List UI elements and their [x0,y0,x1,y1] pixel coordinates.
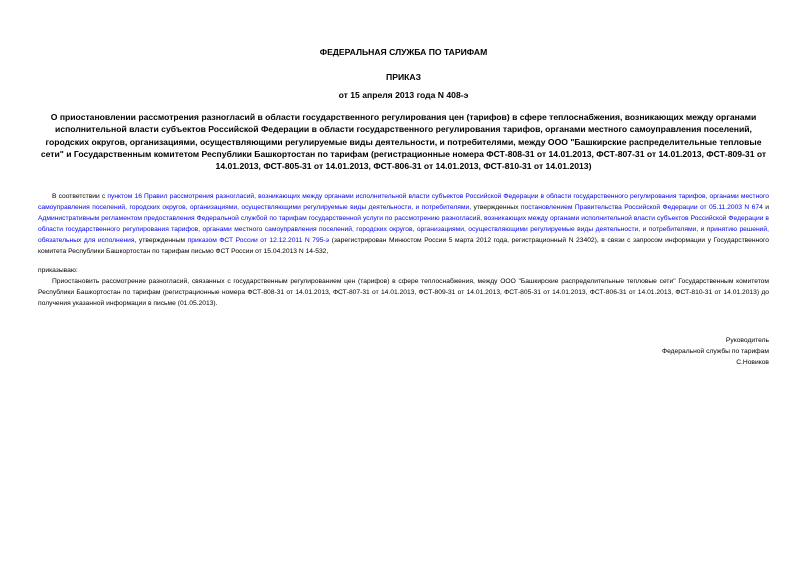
preamble-text-5: (зарегистрирован Минюстом России 5 марта 2012 года, регистрационный N 23402), в связи с запросом информации у Государственного комитета Республики Башкортостан по тарифам письмо ФСТ России от 15.04.2013 N 14-532, [38,237,769,256]
admin-regulation-link[interactable]: Административным регламентом предоставления Федеральной службой по тарифам государственной услуги по рассмотрению разногласий, возникающих между органами исполнительной власти субъектов Российской Федерации в области государственного регулирования тарифов, органами местного самоуправления поселений, городских округов, организациями, осуществляющими регулируемые виды деятельности, и потребителями, и принятию решений, обязательных для исполнения [38,215,769,245]
document-subject: О приостановлении рассмотрения разногласий в области государственного регулирования цен (тарифов) в сфере теплоснабжения, возникающих между органами исполнительной власти субъектов Российской Федерации в области государственного регулирования тарифов, органами местного самоуправления поселений, городских округов, организациями, осуществляющими регулируемые виды деятельности, и потребителями, между ООО "Башкирские распределительные тепловые сети" и Государственным комитетом Республики Башкортостан по тарифам (регистрационные номера ФСТ-808-31 от 14.01.2013, ФСТ-807-31 от 14.01.2013, ФСТ-809-31 от 14.01.2013, ФСТ-805-31 от 14.01.2013, ФСТ-806-31 от 14.01.2013, ФСТ-810-31 от 14.01.2013) [40,112,767,172]
preamble-text-4: , утвержденным [134,237,188,245]
preamble-paragraph [38,191,769,258]
preamble-text-3: и [762,204,770,212]
document-type: ПРИКАЗ [386,72,421,82]
signature-organization: Федеральной службы по тарифам [662,348,769,355]
signature-name: С.Новиков [736,359,769,366]
operative-paragraph: Приостановить рассмотрение разногласий, связанных с государственным регулированием цен (тарифов) в сфере теплоснабжения, между ООО "Башкирские распределительные тепловые сети" Государственным комитетом Республики Башкортостан по тарифам (регистрационные номера ФСТ-808-31 от 14.01.2013, ФСТ-807-31 от 14.01.2013, ФСТ-809-31 от 14.01.2013, ФСТ-805-31 от 14.01.2013, ФСТ-806-31 от 14.01.2013, ФСТ-810-31 от 14.01.2013) до получения указанной информации в письме (01.05.2013). [38,278,769,308]
rules-link[interactable]: пунктом 16 Правил рассмотрения разногласий, возникающих между органами исполнительной власти субъектов Российской Федерации в области государственного регулирования тарифов, органами местного самоуправления поселений, городских округов, организациями, осуществляющими регулируемые виды деятельности, и потребителями [38,193,769,212]
preamble-text-1: В соответствии с [52,193,108,200]
ordered-label: приказываю: [38,267,78,274]
agency-name: ФЕДЕРАЛЬНАЯ СЛУЖБА ПО ТАРИФАМ [319,47,488,57]
signature-title: Руководитель [725,337,769,344]
preamble-text-2: , утвержденных [469,204,521,212]
document-date-number: от 15 апреля 2013 года N 408-э [338,90,469,100]
fst-order-link[interactable]: приказом ФСТ России от 12.12.2011 N 795-э [187,237,330,245]
government-decree-link[interactable]: постановлением Правительства Российской Федерации от 05.11.2003 N 674 [520,204,763,212]
